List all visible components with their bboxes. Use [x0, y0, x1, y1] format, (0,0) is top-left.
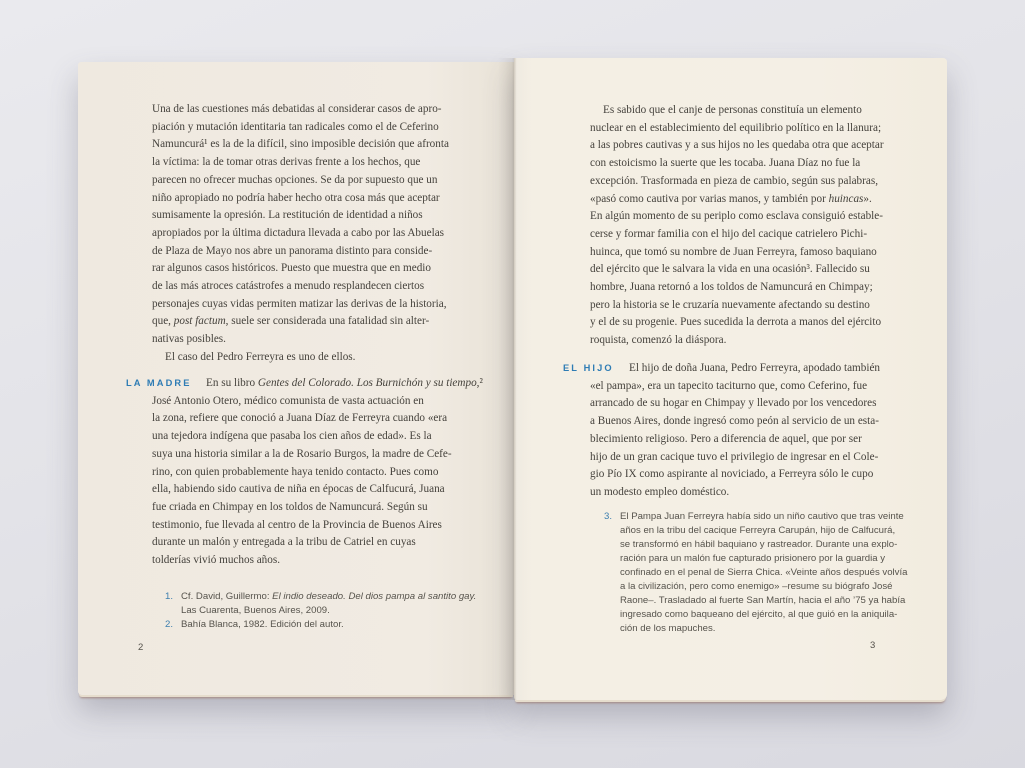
footnote-2	[165, 618, 476, 632]
paragraph-intro: Una de las cuestiones más debatidas al considerar casos de apro- piación y mutación identitaria tan radicales como el de Ceferino Namuncurá¹ es la de la difícil, sino imposible decisión que afronta la víctima: la de tomar otras derivas frente a los hechos, que parecen no ofrecer muchas opciones. Se da por supuesto que un niño apropiado no podría haber hecho otra cosa más que aceptar sumisamente la opresión. La restitución de identidad a niños apropiados por la última dictadura llevada a cabo por las Abuelas de Plaza de Mayo nos abre un panorama distinto para conside- rar algunos casos históricos. Puesto que muestra que en medio de las más atroces catástrofes a menudo resplandecen ciertos personajes cuyas vidas permiten matizar las derivas de la historia, que, post factum, suele ser considerada una fatalidad sin alter- nativas posibles.	[152, 103, 449, 346]
footnote-3-number: 3.	[604, 511, 613, 522]
right-footnotes	[604, 510, 907, 636]
section-label-el-hijo: EL HIJO	[563, 363, 614, 373]
section-el-hijo	[563, 360, 881, 502]
footnote-2-number: 2.	[165, 619, 174, 630]
right-body-block	[590, 102, 884, 350]
footnote-3	[604, 510, 907, 636]
footnote-2-text: Bahía Blanca, 1982. Edición del autor.	[181, 619, 344, 630]
right-page	[514, 58, 947, 700]
book-spread	[78, 58, 947, 702]
footnote-1-number: 1.	[165, 591, 174, 602]
section-label-la-madre: LA MADRE	[126, 378, 192, 388]
footnote-1-text: Cf. David, Guillermo: El indio deseado. Del dios pampa al santito gay. Las Cuarenta, Buenos Aires, 2009.	[181, 591, 477, 616]
left-body-block	[152, 101, 449, 367]
section-el-hijo-text: El hijo de doña Juana, Pedro Ferreyra, apodado también «el pampa», era un tapecito taciturno que, como Ceferino, fue arrancado de su hogar en Chimpay y llevado por los vencedores a Buenos Aires, donde ingresó como peón al servicio de un esta- blecimiento religioso. Pero a diferencia de aquel, que por ser hijo de un gran cacique tuvo el privilegio de ingresar en el Cole- gio Pío IX como aspirante al noviciado, a Ferreyra sólo le cupo un modesto empleo doméstico.	[590, 362, 881, 498]
paragraph-canje: Es sabido que el canje de personas constituía un elemento nuclear en el establecimiento del equilibrio político en la llanura; a las pobres cautivas y a sus hijos no les quedaba otra que aceptar con estoicismo la suerte que les tocaba. Juana Díaz no fue la excepción. Trasformada en pieza de cambio, según sus palabras, «pasó como cautiva por varias manos, y también por huincas». En algún momento de su periplo como esclava consiguió estable- cerse y formar familia con el hijo del cacique catrielero Pichi- huinca, que tomó su nombre de Juan Ferreyra, famoso baquiano del ejército que le salvara la vida en una ocasión³. Fallecido su hombre, Juana retornó a los toldos de Namuncurá en Chimpay; pero la historia se le cruzaría nuevamente afectando su destino y el de su progenie. Pues sucedida la derrota a manos del ejército roquista, comenzó la diáspora.	[590, 104, 884, 347]
page-number-right: 3	[870, 640, 876, 651]
section-la-madre-text: En su libro Gentes del Colorado. Los Burnichón y su tiempo,² José Antonio Otero, médico comunista de vasta actuación en la zona, refiere que conoció a Juana Díaz de Ferreyra cuando «era una tejedora indígena que pasaba los cien años de edad». Es la suya una historia similar a la de Rosario Burgos, la madre de Cefe- rino, con quien probablemente haya tenido contacto. Pues como ella, habiendo sido cautiva de niña en épocas de Calfucurá, Juana fue criada en Chimpay en los toldos de Namuncurá. Según su testimonio, fue llevada al centro de la Provincia de Buenos Aires durante un malón y entregada a la tribu de Catriel en cuyas tolderías vivió muchos años.	[152, 377, 483, 567]
left-footnotes	[165, 590, 476, 632]
left-page	[78, 62, 514, 695]
page-number-left: 2	[138, 642, 144, 653]
paragraph-case: El caso del Pedro Ferreyra es uno de ellos.	[165, 350, 356, 363]
footnote-3-text: El Pampa Juan Ferreyra había sido un niño cautivo que tras veinte años en la tribu del cacique Ferreyra Carupán, hijo de Calfucurá, se transformó en hábil baquiano y rastreador. Durante una explo- ración para un malón fue capturado prisionero por la guardia y confinado en el penal de Sierra Chica. «Veinte años después volvía a la civilización, pero como enemigo» –resume su biógrafo José Raone–. Trasladado al fuerte San Martín, hacia el año ’75 ya había ingresado como baqueano del ejército, al que guió en la aniquila- ción de los mapuches.	[620, 511, 908, 634]
footnote-1	[165, 590, 476, 618]
section-la-madre	[126, 375, 483, 570]
